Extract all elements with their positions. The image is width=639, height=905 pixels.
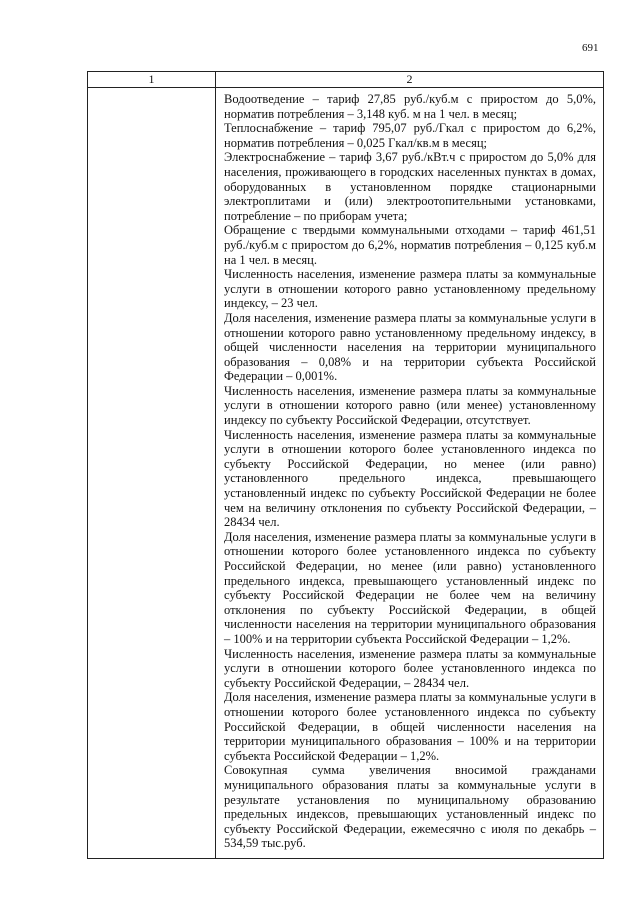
paragraph-heat-supply: Теплоснабжение – тариф 795,07 руб./Гкал с приростом до 6,2%, норматив потребления – 0,025 Гкал/кв.м в месяц; <box>224 121 596 150</box>
paragraph-share-within-deviation: Доля населения, изменение размера платы за коммунальные услуги в отношении которого более установленного индекса по субъекту Российской Федерации, но менее (или равно) установленного предельного индекса, превышающего установленный индекс по субъекту Российской Федерации не более чем на величину отклонения по субъекту Российской Федерации, в общей численности населения на территории муниципального образования – 100% и на территории субъекта Российской Федерации – 1,2%. <box>224 529 596 646</box>
cell-content <box>216 88 603 851</box>
paragraph-total-increase: Совокупная сумма увеличения вносимой гражданами муниципального образования платы за коммунальные услуги в результате установления по муниципальному образованию предельных индексов, превышающих установленный индекс по субъекту Российской Федерации, ежемесячно с июля по декабрь – 534,59 тыс.руб. <box>224 763 596 851</box>
column-1-cell <box>88 88 216 859</box>
table-header-row <box>88 72 604 88</box>
paragraph-population-equal-limit: Численность населения, изменение размера платы за коммунальные услуги в отношении которого равно установленному предельному индексу, – 23 чел. <box>224 267 596 311</box>
column-1-header: 1 <box>88 72 216 88</box>
page-number: 691 <box>582 42 599 54</box>
table-row <box>88 88 604 859</box>
paragraph-water-disposal: Водоотведение – тариф 27,85 руб./куб.м с приростом до 5,0%, норматив потребления – 3,148 куб. м на 1 чел. в месяц; <box>224 92 596 121</box>
paragraph-population-equal-or-less-index: Численность населения, изменение размера платы за коммунальные услуги в отношении которого равно (или менее) установленному индексу по субъекту Российской Федерации, отсутствует. <box>224 383 596 428</box>
column-2-header: 2 <box>216 72 604 88</box>
paragraph-population-above-index: Численность населения, изменение размера платы за коммунальные услуги в отношении которого более установленного индекса по субъекту Российской Федерации, – 28434 чел. <box>224 646 596 690</box>
paragraph-solid-waste: Обращение с твердыми коммунальными отходами – тариф 461,51 руб./куб.м с приростом до 6,2%, норматив потребления – 0,125 куб.м на 1 чел. в месяц. <box>224 223 596 267</box>
paragraph-population-within-deviation: Численность населения, изменение размера платы за коммунальные услуги в отношении которого более установленного индекса по субъекту Российской Федерации, но менее (или равно) установленного предельного индекса, превышающего установленный индекс по субъекту Российской Федерации не более чем на величину отклонения по субъекту Российской Федерации, – 28434 чел. <box>224 427 596 530</box>
document-table <box>87 71 604 859</box>
paragraph-electricity-supply: Электроснабжение – тариф 3,67 руб./кВт.ч с приростом до 5,0% для населения, проживающего в городских населенных пунктах в домах, оборудованных в установленном порядке стационарными электроплитами и (или) электроотопительными установками, потребление – по приборам учета; <box>224 150 596 223</box>
column-2-cell <box>216 88 604 859</box>
paragraph-share-above-index: Доля населения, изменение размера платы за коммунальные услуги в отношении которого более установленного индекса по субъекту Российской Федерации, в общей численности населения на территории муниципального образования – 100% и на территории субъекта Российской Федерации – 1,2%. <box>224 690 596 763</box>
paragraph-share-equal-limit: Доля населения, изменение размера платы за коммунальные услуги в отношении которого равно установленному предельному индексу, в общей численности населения на территории муниципального образования – 0,08% и на территории субъекта Российской Федерации – 0,001%. <box>224 310 596 384</box>
